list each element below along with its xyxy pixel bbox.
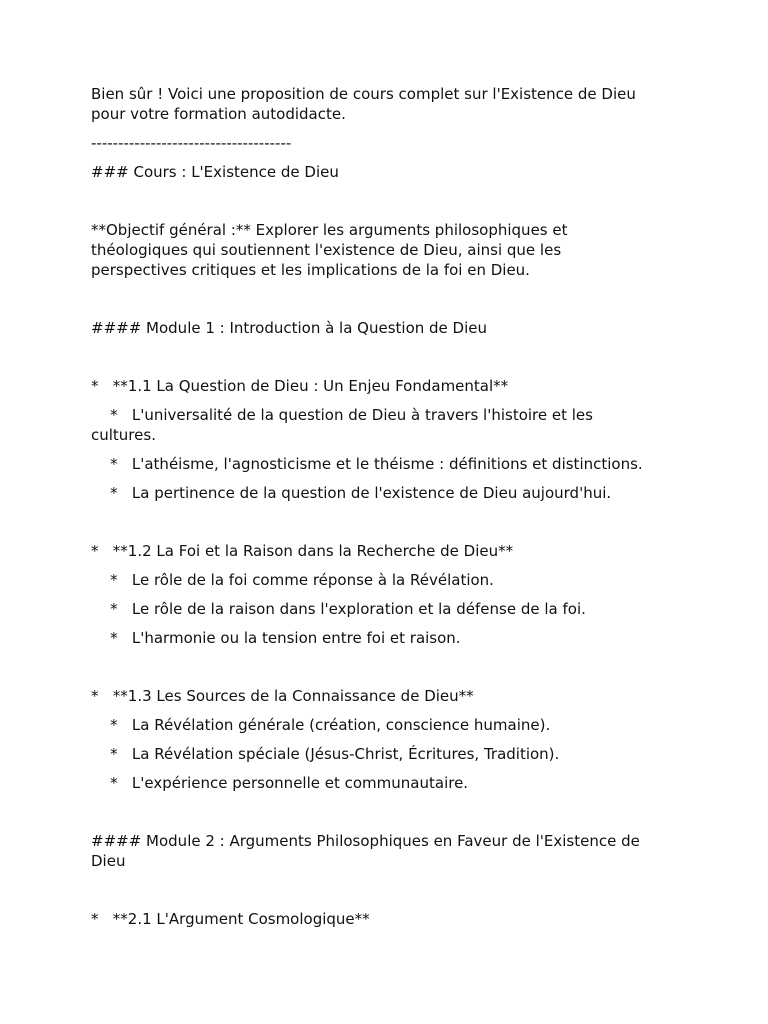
section-1-3-title: * **1.3 Les Sources de la Connaissance de Dieu**	[91, 687, 474, 705]
list-item: * La Révélation générale (création, conscience humaine).	[91, 716, 551, 734]
objective-paragraph	[91, 220, 671, 280]
list-item: * La Révélation spéciale (Jésus-Christ, Écritures, Tradition).	[91, 745, 560, 763]
list-item: * Le rôle de la foi comme réponse à la Révélation.	[91, 571, 494, 589]
module-2-heading	[91, 831, 671, 871]
section-1-2-title: * **1.2 La Foi et la Raison dans la Recherche de Dieu**	[91, 542, 514, 560]
list-item-line: * L'universalité de la question de Dieu à travers l'histoire et les	[91, 406, 593, 424]
list-item: * L'harmonie ou la tension entre foi et raison.	[91, 629, 461, 647]
list-item: * La pertinence de la question de l'existence de Dieu aujourd'hui.	[91, 484, 612, 502]
list-item: * Le rôle de la raison dans l'exploration et la défense de la foi.	[91, 600, 586, 618]
separator-line: -------------------------------------	[91, 134, 292, 152]
list-item-line: cultures.	[91, 426, 156, 444]
section-1-1-title: * **1.1 La Question de Dieu : Un Enjeu Fondamental**	[91, 377, 509, 395]
module-2-heading-line: #### Module 2 : Arguments Philosophiques en Faveur de l'Existence de	[91, 832, 640, 850]
intro-line: pour votre formation autodidacte.	[91, 105, 346, 123]
objective-line: perspectives critiques et les implications de la foi en Dieu.	[91, 261, 530, 279]
section-2-1-title: * **2.1 L'Argument Cosmologique**	[91, 910, 370, 928]
list-item: * L'athéisme, l'agnosticisme et le théisme : définitions et distinctions.	[91, 455, 643, 473]
module-1-heading: #### Module 1 : Introduction à la Question de Dieu	[91, 319, 488, 337]
intro-line: Bien sûr ! Voici une proposition de cours complet sur l'Existence de Dieu	[91, 85, 636, 103]
intro-paragraph	[91, 84, 671, 124]
document-page	[91, 84, 671, 929]
list-item	[91, 405, 671, 445]
list-item: * L'expérience personnelle et communautaire.	[91, 774, 469, 792]
objective-line: théologiques qui soutiennent l'existence de Dieu, ainsi que les	[91, 241, 562, 259]
module-2-heading-line: Dieu	[91, 852, 126, 870]
objective-line: **Objectif général :** Explorer les arguments philosophiques et	[91, 221, 568, 239]
course-title: ### Cours : L'Existence de Dieu	[91, 163, 339, 181]
